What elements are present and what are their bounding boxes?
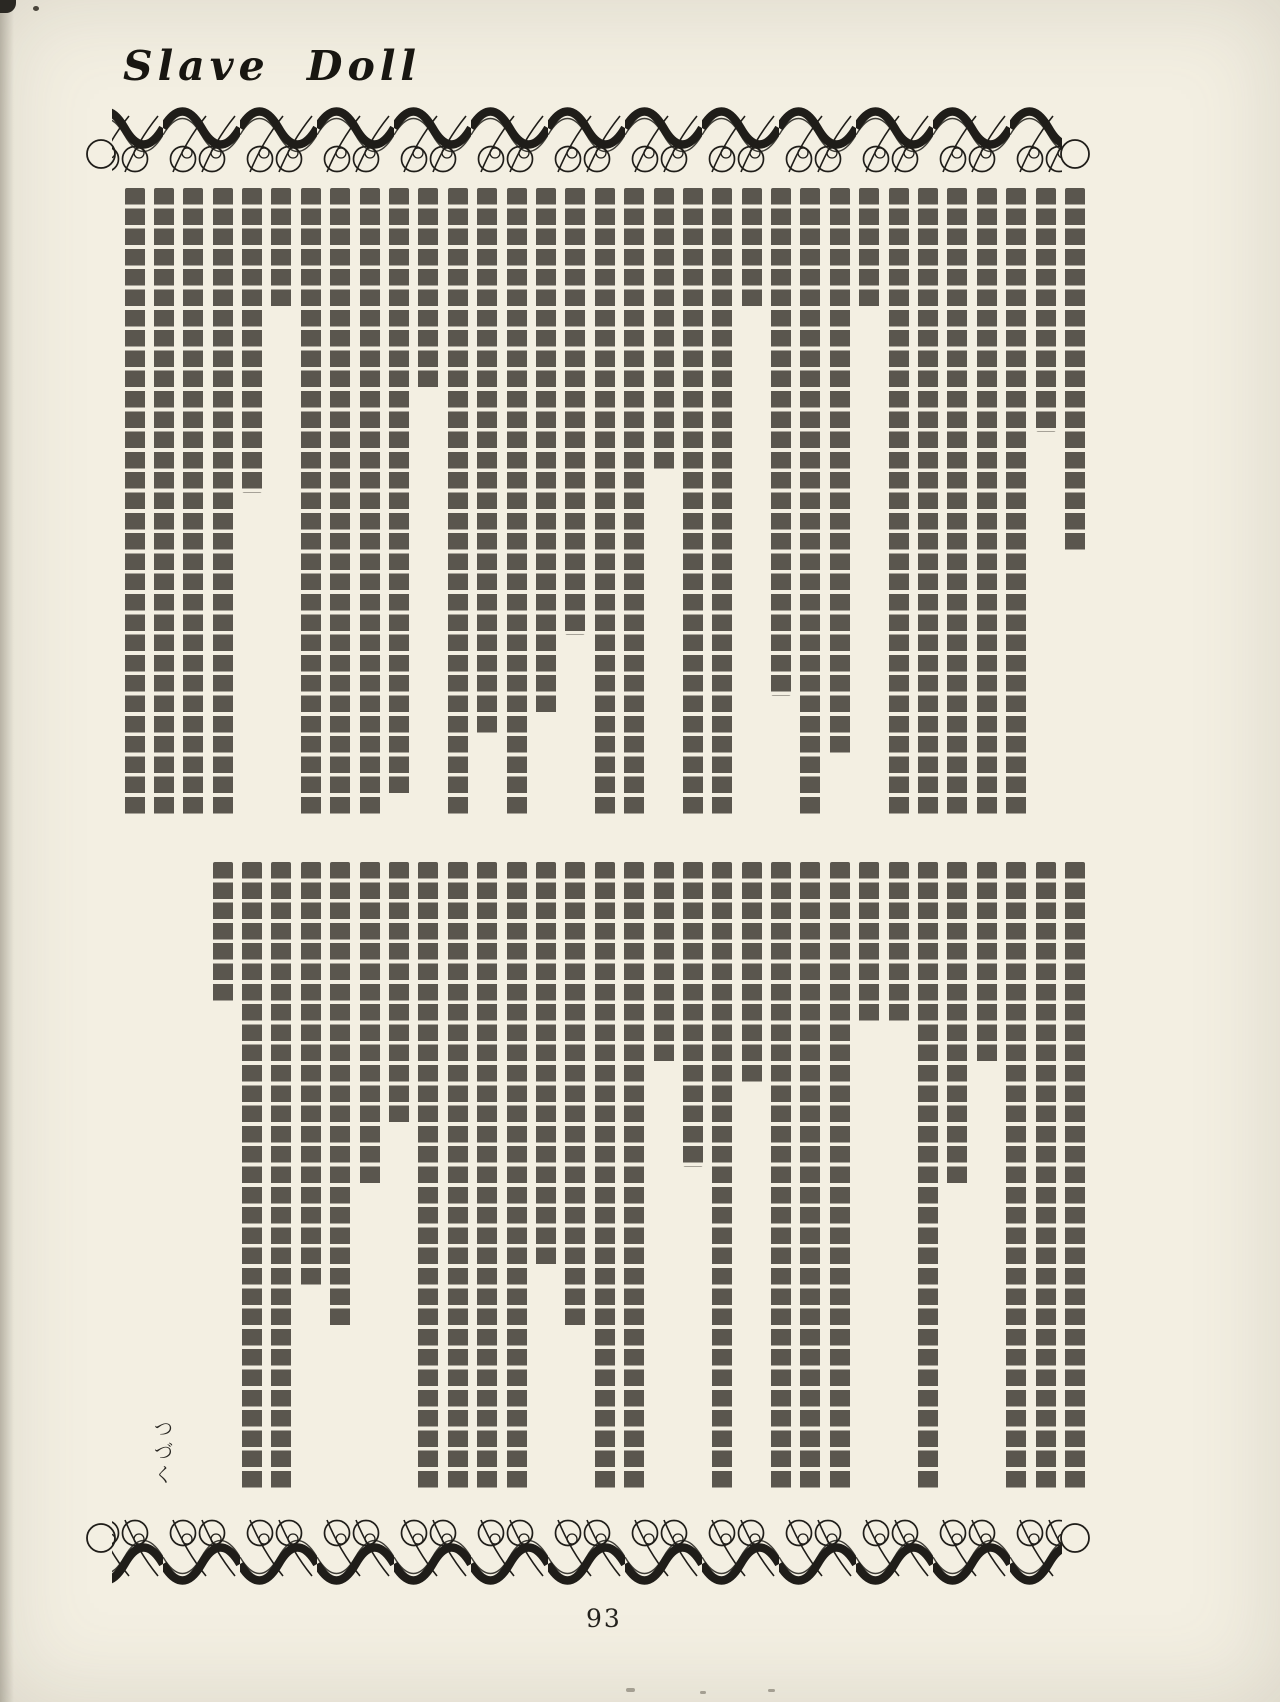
redacted-text-column	[154, 188, 174, 817]
scan-speck	[768, 1689, 775, 1692]
redacted-text-column	[918, 188, 938, 817]
redacted-text-column	[977, 188, 997, 817]
redacted-text-column	[1006, 862, 1026, 1491]
ribbon-border-top-icon	[86, 102, 1090, 180]
redacted-text-column	[800, 862, 820, 1491]
page-title: Slave Doll	[123, 42, 421, 90]
redacted-text-column	[271, 862, 291, 1491]
redacted-text-column	[654, 862, 674, 1065]
redacted-text-column	[507, 188, 527, 817]
redacted-text-column	[624, 188, 644, 817]
redacted-text-column	[565, 188, 585, 635]
redacted-text-column	[536, 188, 556, 716]
redacted-text-column	[125, 188, 145, 817]
redacted-text-column	[271, 188, 291, 310]
scan-speck	[700, 1691, 706, 1694]
redacted-text-column	[654, 188, 674, 472]
redacted-text-column	[242, 188, 262, 493]
redacted-text-column	[330, 862, 350, 1329]
redacted-text-column	[595, 188, 615, 817]
redacted-text-column	[947, 862, 967, 1187]
redacted-text-column	[830, 862, 850, 1491]
redacted-text-column	[889, 188, 909, 817]
redacted-text-column	[477, 188, 497, 736]
redacted-text-column	[859, 188, 879, 310]
scan-dot-artifact	[33, 6, 39, 11]
redacted-text-column	[771, 188, 791, 696]
redacted-text-column	[536, 862, 556, 1268]
redacted-text-column	[389, 188, 409, 797]
redacted-text-column	[800, 188, 820, 817]
page-number: 93	[586, 1604, 622, 1633]
redacted-text-column	[624, 862, 644, 1491]
redacted-text-column	[1065, 188, 1085, 553]
redacted-text-column	[977, 862, 997, 1065]
redacted-text-column	[1036, 862, 1056, 1491]
redacted-text-column	[242, 862, 262, 1491]
redacted-text-column	[830, 188, 850, 756]
redacted-text-column	[565, 862, 585, 1329]
ribbon-border-bottom-icon	[86, 1512, 1090, 1590]
redacted-text-column	[1006, 188, 1026, 817]
redacted-text-column	[330, 188, 350, 817]
redacted-text-column	[213, 188, 233, 817]
story-text-block-1-redacted	[125, 188, 1086, 817]
redacted-text-column	[683, 188, 703, 817]
redacted-text-column	[947, 188, 967, 817]
redacted-text-column	[213, 862, 233, 1004]
redacted-text-column	[1036, 188, 1056, 432]
redacted-text-column	[859, 862, 879, 1024]
redacted-text-column	[1065, 862, 1085, 1491]
redacted-text-column	[418, 188, 438, 391]
redacted-text-column	[712, 862, 732, 1491]
redacted-text-column	[183, 188, 203, 817]
redacted-text-column	[742, 188, 762, 310]
redacted-text-column	[301, 862, 321, 1288]
redacted-text-column	[448, 862, 468, 1491]
redacted-text-column	[712, 188, 732, 817]
redacted-text-column	[418, 862, 438, 1491]
redacted-text-column	[771, 862, 791, 1491]
redacted-text-column	[477, 862, 497, 1491]
scan-edge-shadow	[0, 0, 14, 1702]
redacted-text-column	[389, 862, 409, 1126]
redacted-text-column	[742, 862, 762, 1085]
redacted-text-column	[301, 188, 321, 817]
redacted-text-column	[448, 188, 468, 817]
redacted-text-column	[595, 862, 615, 1491]
to-be-continued-label: つづく	[150, 1418, 174, 1487]
redacted-text-column	[360, 862, 380, 1187]
redacted-text-column	[918, 862, 938, 1491]
redacted-text-column	[683, 862, 703, 1167]
scan-speck	[626, 1688, 635, 1692]
redacted-text-column	[360, 188, 380, 817]
redacted-text-column	[889, 862, 909, 1024]
story-text-block-2-redacted	[213, 862, 1085, 1491]
redacted-text-column	[507, 862, 527, 1491]
